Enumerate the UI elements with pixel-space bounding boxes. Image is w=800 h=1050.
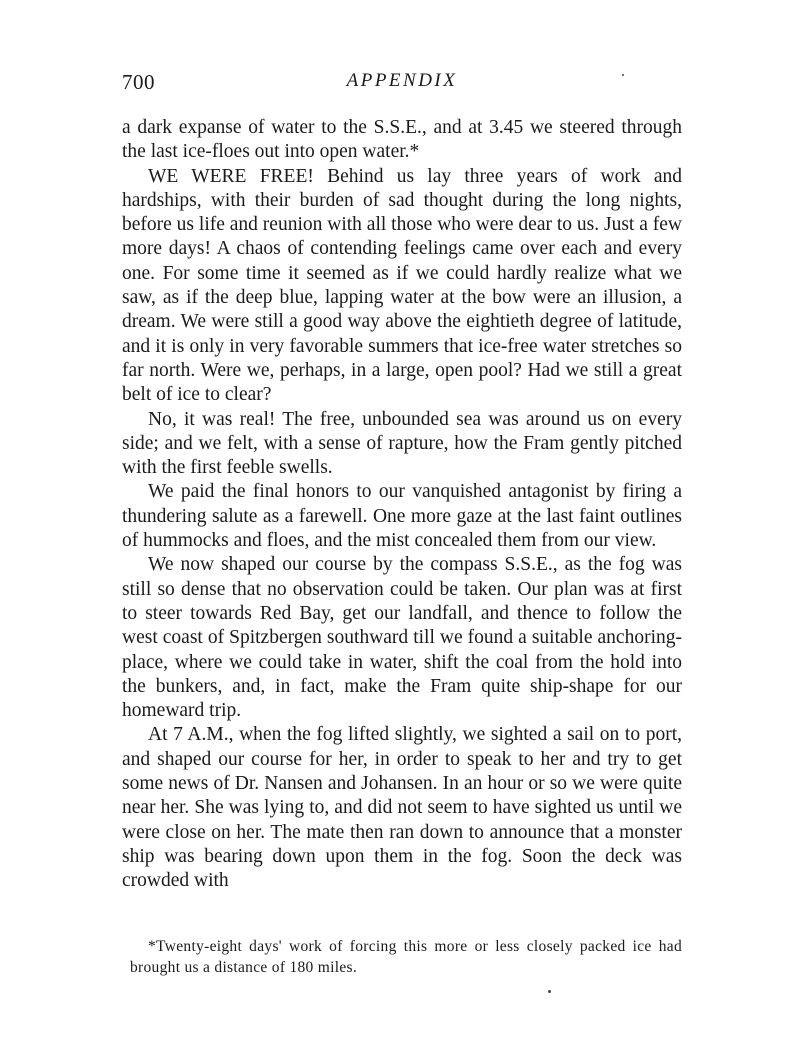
paragraph-3: No, it was real! The free, unbounded sea was around us on every side; and we felt, with a sense of rapture, how the Fram gently pitched with the first feeble swells.	[122, 408, 682, 479]
page-header	[122, 70, 682, 98]
paragraph-1: a dark expanse of water to the S.S.E., and at 3.45 we steered through the last ice-floes out into open water.*	[122, 117, 682, 163]
paragraph-5: We now shaped our course by the compass S.S.E., as the fog was still so dense that no observation could be taken. Our plan was at first to steer towards Red Bay, get our landfall, and thence to follow the west coast of Spitzbergen southward till we found a suitable anchoring-place, where we could take in water, shift the coal from the hold into the bunkers, and, in fact, make the Fram quite ship-shape for our homeward trip.	[122, 554, 682, 722]
body-text	[122, 116, 682, 894]
paragraph-2: WE WERE FREE! Behind us lay three years of work and hardships, with their burden of sad thought during the long nights, before us life and reunion with all those who were dear to us. Just a few more days! A chaos of contending feelings came over each and every one. For some time it seemed as if we could hardly realize what we saw, as if the deep blue, lapping water at the bow were an illusion, a dream. We were still a good way above the eightieth degree of latitude, and it is only in very favorable summers that ice-free water stretches so far north. Were we, perhaps, in a large, open pool? Had we still a great belt of ice to clear?	[122, 165, 682, 406]
page-number: 700	[122, 70, 155, 94]
footnote: *Twenty-eight days' work of forcing this more or less closely packed ice had brought us a distance of 180 miles.	[130, 938, 682, 976]
print-speck	[622, 74, 624, 76]
paragraph-6: At 7 A.M., when the fog lifted slightly, we sighted a sail on to port, and shaped our course for her, in order to speak to her and try to get some news of Dr. Nansen and Johansen. In an hour or so we were quite near her. She was lying to, and did not seem to have sighted us until we were close on her. The mate then ran down to announce that a monster ship was bearing down upon them in the fog. Soon the deck was crowded with	[122, 724, 682, 892]
print-speck	[548, 990, 551, 993]
paragraph-4: We paid the final honors to our vanquished antagonist by firing a thundering salute as a farewell. One more gaze at the last faint outlines of hummocks and floes, and the mist concealed them from our view.	[122, 481, 682, 552]
running-head: APPENDIX	[346, 70, 458, 91]
